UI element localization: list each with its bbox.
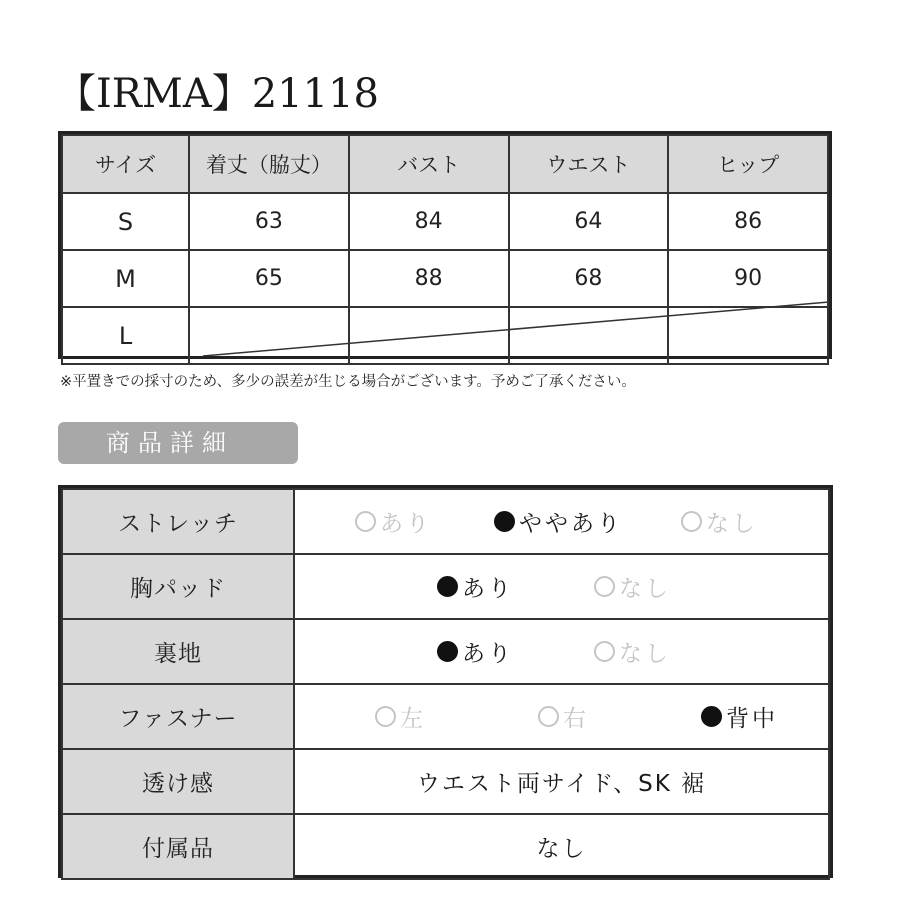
detail-row-zipper	[62, 684, 829, 749]
size-value: 88	[349, 250, 509, 307]
empty-circle-icon	[375, 706, 396, 727]
detail-options-cell	[294, 554, 829, 619]
size-value: 68	[509, 250, 669, 307]
size-value: 84	[349, 193, 509, 250]
header-length: 着丈（脇丈）	[189, 135, 349, 193]
size-value-empty	[189, 307, 349, 364]
detail-row-pad	[62, 554, 829, 619]
option-yaya-ari: ややあり	[494, 505, 623, 538]
option-left: 左	[375, 700, 426, 733]
measurement-note: ※平置きでの採寸のため、多少の誤差が生じる場合がございます。予めご了承ください。	[60, 374, 636, 390]
size-value-empty	[509, 307, 669, 364]
header-waist: ウエスト	[509, 135, 669, 193]
size-label: M	[62, 250, 189, 307]
filled-circle-icon	[701, 706, 722, 727]
empty-circle-icon	[681, 511, 702, 532]
option-right: 右	[538, 700, 589, 733]
detail-label: 付属品	[62, 814, 294, 879]
detail-row-sheer	[62, 749, 829, 814]
detail-label: ファスナー	[62, 684, 294, 749]
detail-row-lining	[62, 619, 829, 684]
option-nashi: なし	[594, 570, 671, 603]
filled-circle-icon	[437, 576, 458, 597]
filled-circle-icon	[437, 641, 458, 662]
option-nashi: なし	[594, 635, 671, 668]
option-ari: あり	[355, 505, 432, 538]
section-title-tag: 商品詳細	[58, 422, 298, 464]
detail-options-cell	[294, 684, 829, 749]
option-back: 背中	[701, 700, 778, 733]
detail-table	[58, 485, 833, 878]
header-size: サイズ	[62, 135, 189, 193]
size-value: 86	[668, 193, 828, 250]
size-value: 65	[189, 250, 349, 307]
size-value: 90	[668, 250, 828, 307]
size-value: 63	[189, 193, 349, 250]
filled-circle-icon	[494, 511, 515, 532]
option-ari: あり	[437, 635, 514, 668]
size-table-header-row	[62, 135, 828, 193]
product-title: 【IRMA】21118	[56, 71, 380, 117]
size-table	[58, 131, 832, 359]
size-value: 64	[509, 193, 669, 250]
empty-circle-icon	[538, 706, 559, 727]
header-bust: バスト	[349, 135, 509, 193]
size-label: S	[62, 193, 189, 250]
detail-options-cell	[294, 489, 829, 554]
detail-row-accessories	[62, 814, 829, 879]
size-value-empty	[349, 307, 509, 364]
detail-row-stretch	[62, 489, 829, 554]
size-row-l	[62, 307, 828, 364]
detail-value: なし	[294, 814, 829, 879]
size-label: L	[62, 307, 189, 364]
detail-value: ウエスト両サイド、SK 裾	[294, 749, 829, 814]
header-hip: ヒップ	[668, 135, 828, 193]
detail-label: ストレッチ	[62, 489, 294, 554]
option-nashi: なし	[681, 505, 758, 538]
size-row-m	[62, 250, 828, 307]
detail-label: 裏地	[62, 619, 294, 684]
empty-circle-icon	[355, 511, 376, 532]
detail-label: 透け感	[62, 749, 294, 814]
empty-circle-icon	[594, 641, 615, 662]
size-row-s	[62, 193, 828, 250]
option-ari: あり	[437, 570, 514, 603]
detail-label: 胸パッド	[62, 554, 294, 619]
detail-options-cell	[294, 619, 829, 684]
empty-circle-icon	[594, 576, 615, 597]
size-value-empty	[668, 307, 828, 364]
